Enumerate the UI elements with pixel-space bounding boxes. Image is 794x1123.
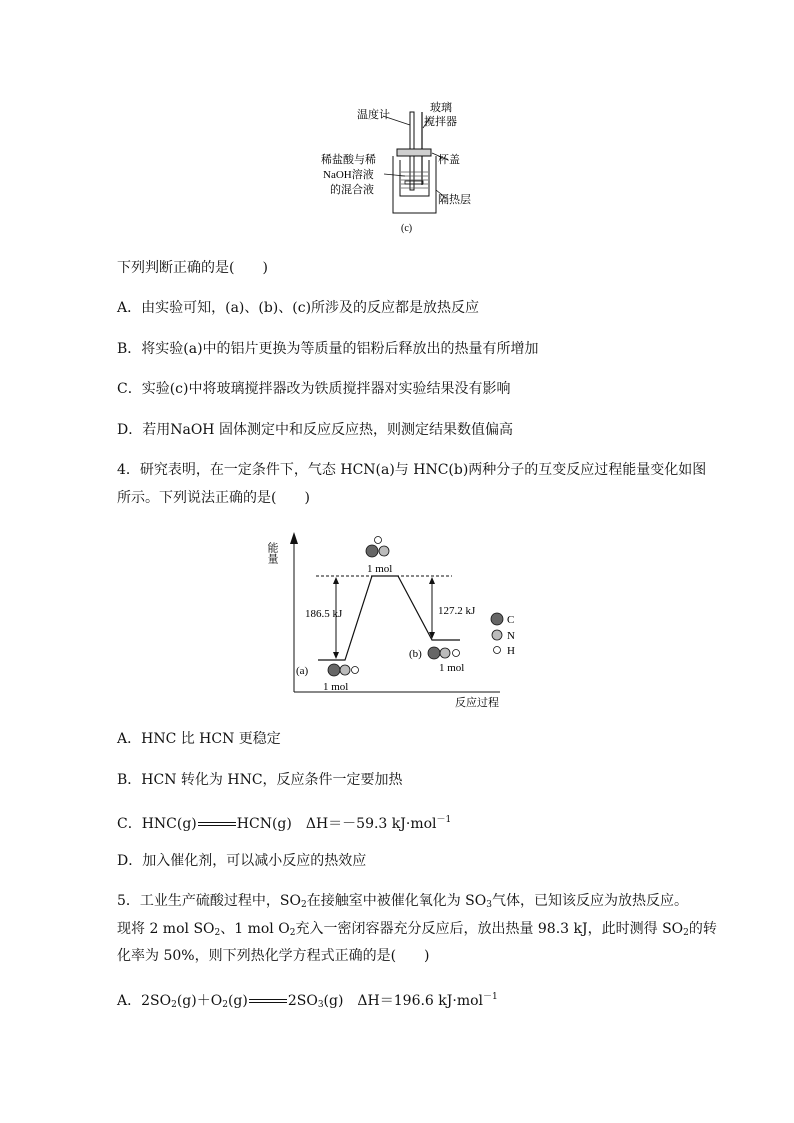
calorimeter-diagram <box>0 0 794 240</box>
q4-option-a: A．HNC 比 HCN 更稳定 <box>117 731 281 747</box>
q4-option-b: B．HCN 转化为 HNC，反应条件一定要加热 <box>117 772 403 788</box>
q5-option-a: A．$2SO_2(g)+O_2(g)$ $2SO_3(g)$ ΔH＝196.6 kJ·mol$^{-1}$ <box>117 992 498 1010</box>
q5-stem-line2: 现将 2 mol $SO_2$、1 mol $O_2$充入一密闭容器充分反应后，放出热量 98.3 kJ，此时测得 $SO_2$的转 <box>117 921 717 938</box>
q3-stem: 下列判断正确的是( ) <box>117 260 268 276</box>
label-stirrer-2: 搅拌器 <box>424 116 457 128</box>
energy-diagram <box>0 520 794 720</box>
y-axis-label: 能量 <box>266 542 278 564</box>
a-label: (a) <box>296 665 309 677</box>
caption-c: (c) <box>401 223 413 234</box>
q5-stem-line1: 5．工业生产硫酸过程中，$SO_2$在接触室中被催化氧化为 $SO_3$气体，已知该反应为放热反应。 <box>117 893 688 910</box>
label-lid: 杯盖 <box>438 154 460 166</box>
legend-c: C <box>507 614 515 626</box>
ts-mol-label: 1 mol <box>367 563 393 575</box>
q3-option-b: B．将实验(a)中的铝片更换为等质量的铝粉后释放出的热量有所增加 <box>117 341 539 357</box>
label-thermometer: 温度计 <box>357 109 390 121</box>
lid <box>397 149 431 156</box>
label-mixture-1: 稀盐酸与稀 <box>321 154 376 166</box>
b-mol-label: 1 mol <box>439 662 465 674</box>
b-label: (b) <box>409 648 422 660</box>
q3-option-d: D．若用NaOH 固体测定中和反应反应热，则测定结果数值偏高 <box>117 422 513 438</box>
q5-stem-line3: 化率为 50%，则下列热化学方程式正确的是( ) <box>117 948 430 964</box>
q4-stem-line1: 4．研究表明，在一定条件下，气态 HCN(a)与 HNC(b)两种分子的互变反应过程能量变化如图 <box>117 462 707 478</box>
equilibrium-arrow <box>249 998 287 1004</box>
label-insulation: 隔热层 <box>438 194 471 206</box>
q3-option-a: A．由实验可知，(a)、(b)、(c)所涉及的反应都是放热反应 <box>117 300 480 316</box>
q3-option-c: C．实验(c)中将玻璃搅拌器改为铁质搅拌器对实验结果没有影响 <box>117 381 511 397</box>
label-mixture-3: 的混合液 <box>330 184 374 196</box>
label-stirrer-1: 玻璃 <box>430 102 452 114</box>
q4-option-c: C．HNC(g) HCN(g) ΔH＝－59.3 kJ·mol$^{-1}$ <box>117 815 452 832</box>
label-mixture-2: NaOH溶液 <box>323 169 374 181</box>
legend-n: N <box>507 630 515 642</box>
right-delta-label: 127.2 kJ <box>438 605 476 617</box>
x-axis-label: 反应过程 <box>455 697 499 709</box>
q4-stem-line2: 所示。下列说法正确的是( ) <box>117 490 310 506</box>
a-mol-label: 1 mol <box>323 681 349 693</box>
left-delta-label: 186.5 kJ <box>305 608 343 620</box>
equilibrium-arrow <box>198 821 236 827</box>
legend-h: H <box>507 645 515 657</box>
q4-option-d: D．加入催化剂，可以减小反应的热效应 <box>117 853 367 869</box>
